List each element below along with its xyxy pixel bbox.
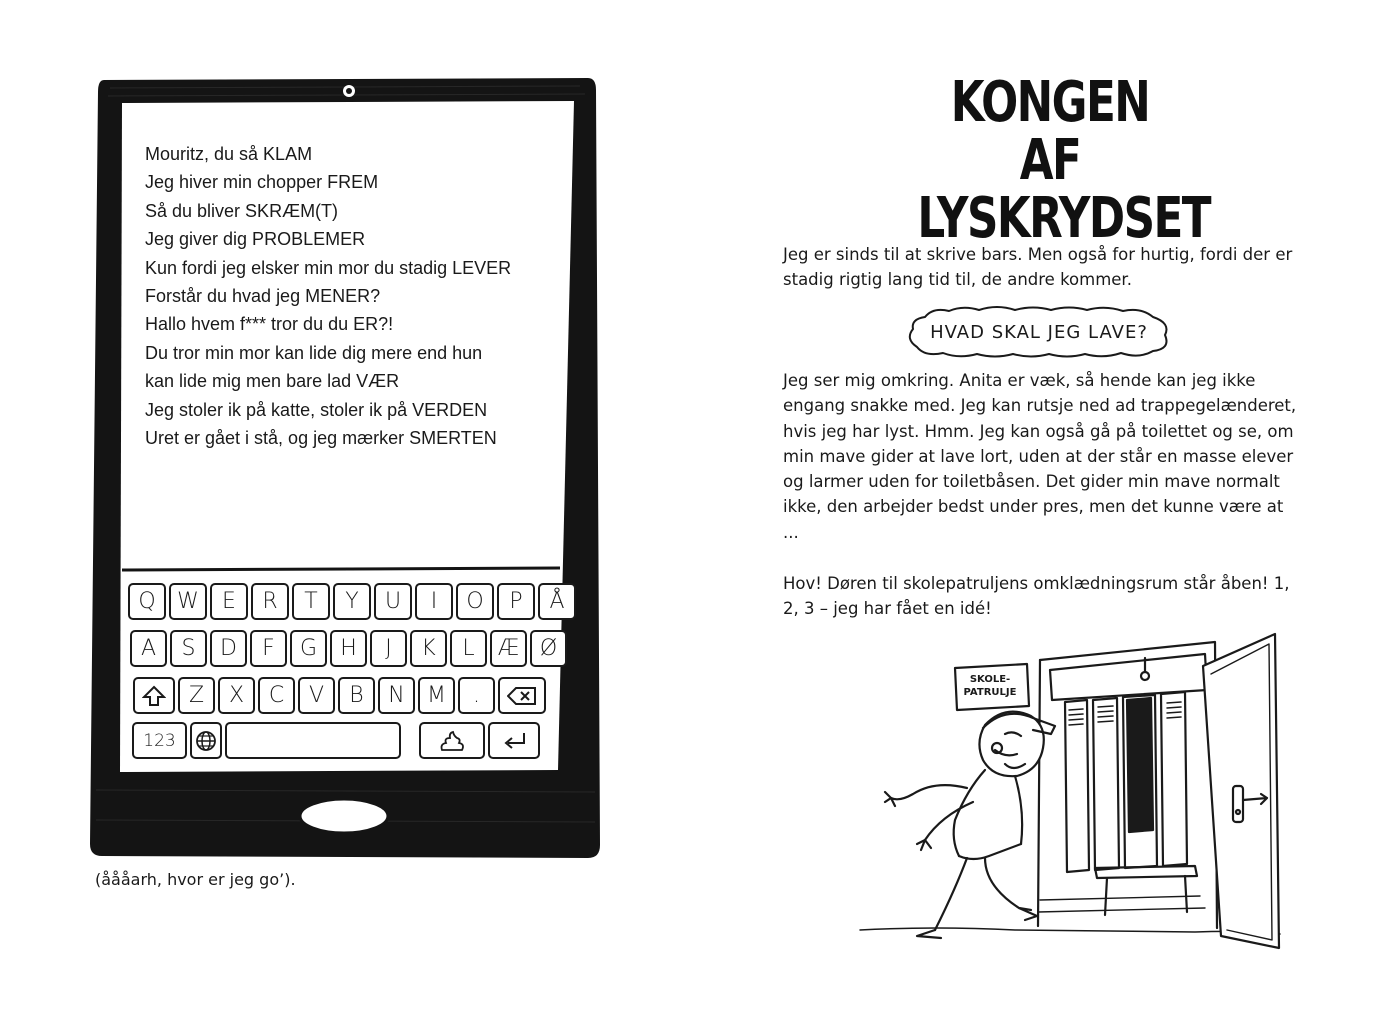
keyboard-key[interactable]: T [292,583,330,620]
keyboard-key[interactable]: . [458,677,495,714]
sign-line-2: PATRULJE [963,687,1017,698]
keyboard-key[interactable]: H [330,630,367,667]
keyboard-key[interactable]: M [418,677,455,714]
keyboard-key[interactable]: P [497,583,535,620]
home-button [300,799,388,833]
keyboard-key[interactable]: F [250,630,287,667]
keyboard-key[interactable]: X [218,677,255,714]
keyboard-row-1 [128,583,576,620]
lyric-line: Kun fordi jeg elsker min mor du stadig LEVER [145,257,512,278]
keyboard-key[interactable]: Æ [490,630,527,667]
paragraph-3: Hov! Døren til skolepatruljens omklædningsrum står åben! 1, 2, 3 – jeg har fået en idé! [783,574,1290,619]
return-arrow-icon[interactable] [488,722,540,759]
title-line-1: KONGEN AF [950,70,1150,193]
keyboard-key[interactable]: B [338,677,375,714]
keyboard-key[interactable]: U [374,583,412,620]
backspace-icon[interactable] [498,677,546,714]
caption-text: (åååarh, hvor er jeg go’). [95,870,296,889]
lyric-line: Jeg giver dig PROBLEMER [145,229,366,250]
keyboard-key[interactable]: E [210,583,248,620]
keyboard-key[interactable]: Y [333,583,371,620]
keyboard-key[interactable]: R [251,583,289,620]
lyric-line: Jeg stoler ik på katte, stoler ik på VERDEN [145,399,488,420]
locker-room-illustration [855,630,1285,965]
lyric-line: Du tror min mor kan lide dig mere end hun [145,342,483,363]
keyboard-key[interactable]: G [290,630,327,667]
poop-emoji-icon[interactable] [419,722,485,759]
keyboard-key[interactable]: D [210,630,247,667]
keyboard-key[interactable]: S [170,630,207,667]
keyboard-key[interactable]: N [378,677,415,714]
paragraph-2: Jeg ser mig omkring. Anita er væk, så hende kan jeg ikke engang snakke med. Jeg kan rutsje ned ad trappegelænderet, hvis jeg har lyst. Hmm. Jeg kan også gå på toilettet og se, om min mave gider at lave lort, uden at der står en masse elever og larmer uden for toiletbåsen. Det gider min mave normalt ikke, den arbejder bedst under pres, men det kunne være at ... [783,371,1297,542]
lyric-line: Jeg hiver min chopper FREM [145,172,379,193]
keyboard-key[interactable]: A [130,630,167,667]
lyric-line: Forstår du hvad jeg MENER? [145,286,381,307]
lyric-line: Hallo hvem f*** tror du du ER?! [145,314,394,335]
chapter-title [917,70,1210,251]
lyric-line: Uret er gået i stå, og jeg mærker SMERTEN [145,428,497,449]
keyboard-key[interactable]: C [258,677,295,714]
keyboard-key[interactable]: J [370,630,407,667]
keyboard-key[interactable]: Z [178,677,215,714]
shift-icon[interactable] [133,677,175,714]
lyric-line: Så du bliver SKRÆM(T) [145,200,339,221]
keyboard-key[interactable]: O [456,583,494,620]
lyric-line: Mouritz, du så KLAM [145,144,313,164]
paragraph-1: Jeg er sinds til at skrive bars. Men også for hurtig, fordi der er stadig rigtig lang tid til, de andre kommer. [783,245,1293,290]
keyboard-key[interactable]: V [298,677,335,714]
keyboard-key[interactable]: Q [128,583,166,620]
keyboard-key[interactable]: W [169,583,207,620]
keyboard-key[interactable]: Ø [530,630,567,667]
spacebar[interactable] [225,722,401,759]
keyboard-key[interactable]: Å [538,583,576,620]
globe-icon[interactable] [190,722,222,759]
keyboard-key[interactable]: K [410,630,447,667]
keyboard-row-4 [132,722,540,759]
spacer [404,722,416,759]
title-line-2: LYSKRYDSET [917,186,1210,251]
keyboard-row-3 [133,677,546,714]
lyrics-text [145,140,565,452]
keyboard-key[interactable]: I [415,583,453,620]
sign-line-1: SKOLE- [969,674,1011,685]
thought-text: HVAD SKAL JEG LAVE? [930,321,1148,343]
numbers-key[interactable]: 123 [132,722,187,759]
keyboard-key[interactable]: L [450,630,487,667]
skolepatrulje-sign [956,673,1024,699]
lyric-line: kan lide mig men bare lad VÆR [145,371,400,392]
keyboard-row-2 [130,630,567,667]
